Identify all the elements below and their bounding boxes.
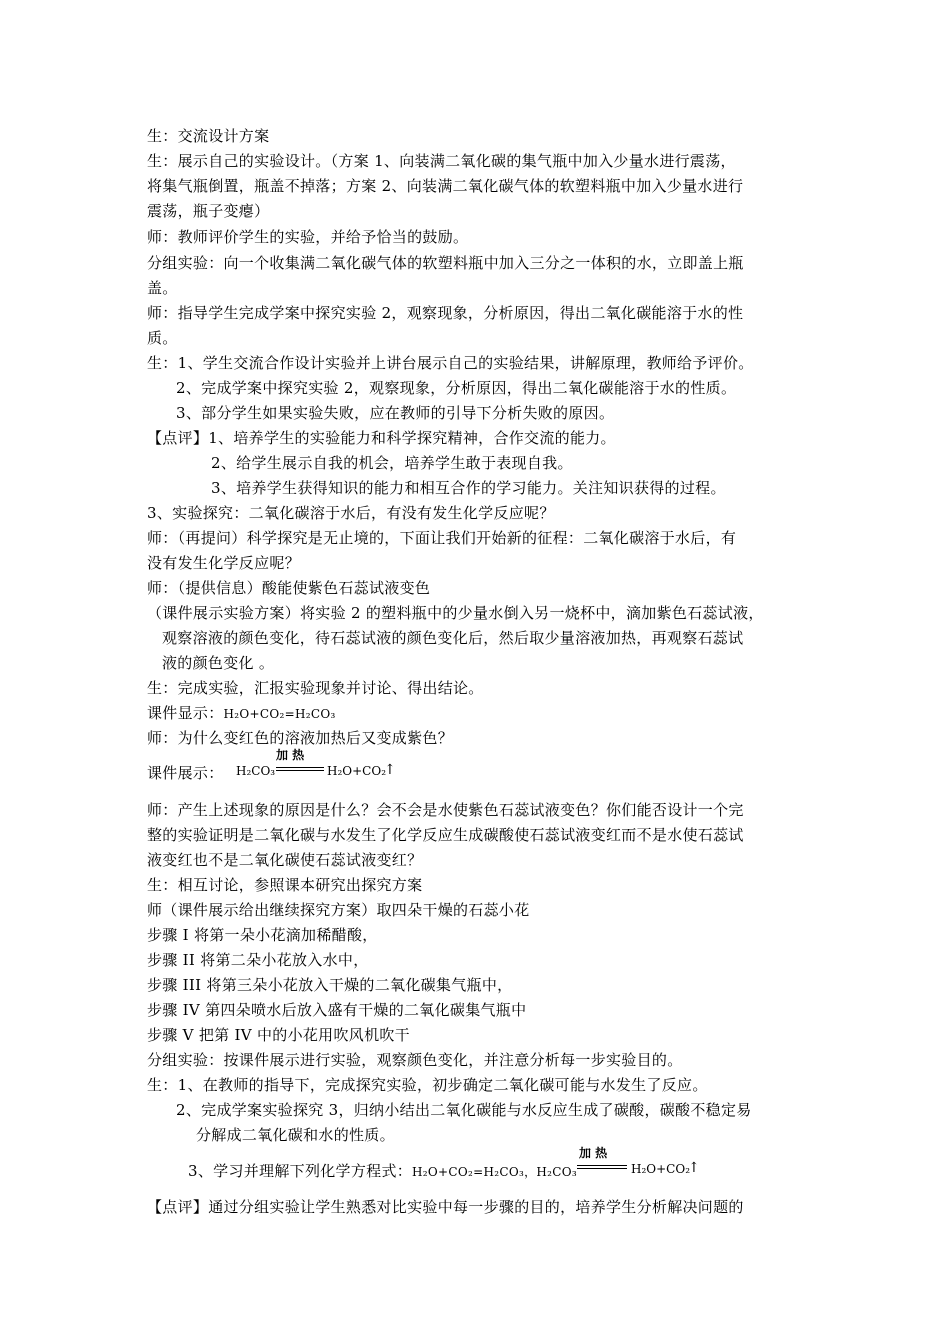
text-line: 师：为什么变红色的溶液加热后又变成紫色？ xyxy=(147,729,454,747)
text-line xyxy=(188,1160,577,1183)
final-decomposition-equation xyxy=(577,1144,707,1184)
text-line: 2、给学生展示自我的机会，培养学生敢于表现自我。 xyxy=(211,454,573,472)
gas-arrow-icon: ↑ xyxy=(384,762,396,778)
equation-formation-and-reactant: H₂O+CO₂=H₂CO₃，H₂CO₃ xyxy=(412,1165,578,1179)
text-line: 震荡，瓶子变瘪） xyxy=(147,202,270,220)
text-line: 步骤 I 将第一朵小花滴加稀醋酸， xyxy=(147,926,378,944)
text-line: 师（课件展示给出继续探究方案）取四朵干燥的石蕊小花 xyxy=(147,901,530,919)
text-line xyxy=(147,702,336,725)
heat-condition-label: 加 热 xyxy=(276,748,305,762)
text-line: 液变红也不是二氧化碳使石蕊试液变红？ xyxy=(147,851,423,869)
text-line: 课件展示： xyxy=(147,764,224,782)
text-line: 师：（再提问）科学探究是无止境的，下面让我们开始新的征程：二氧化碳溶于水后，有 xyxy=(147,529,737,547)
text-line: 分解成二氧化碳和水的性质。 xyxy=(196,1126,395,1144)
text-line: 【点评】1、培养学生的实验能力和科学探究精神，合作交流的能力。 xyxy=(147,429,616,447)
text-line: 师：指导学生完成学案中探究实验 2，观察现象，分析原因，得出二氧化碳能溶于水的性 xyxy=(147,304,744,322)
text-line: 生：相互讨论，参照课本研究出探究方案 xyxy=(147,876,423,894)
reaction-condition-bar xyxy=(276,767,324,771)
text-line: 生：交流设计方案 xyxy=(147,127,270,145)
text-line: 步骤 II 将第二朵小花放入水中， xyxy=(147,951,369,969)
text-line: 整的实验证明是二氧化碳与水发生了化学反应生成碳酸使石蕊试液变红而不是水使石蕊试 xyxy=(147,826,744,844)
text-line: 生：1、学生交流合作设计实验并上讲台展示自己的实验结果，讲解原理，教师给予评价。 xyxy=(147,354,754,372)
equation-reactant: H₂CO₃ xyxy=(236,764,276,778)
equation-intro-label: 3、学习并理解下列化学方程式： xyxy=(188,1162,413,1180)
text-line: 2、完成学案实验探究 3，归纳小结出二氧化碳能与水反应生成了碳酸，碳酸不稳定易 xyxy=(176,1101,752,1119)
equation-products: H₂O+CO₂ xyxy=(327,764,386,778)
decomposition-equation xyxy=(231,746,396,786)
heat-condition-label: 加 热 xyxy=(579,1146,608,1160)
equation-products: H₂O+CO₂ xyxy=(631,1162,690,1176)
text-line: 质。 xyxy=(147,329,178,347)
text-line: 师：产生上述现象的原因是什么？会不会是水使紫色石蕊试液变色？你们能否设计一个完 xyxy=(147,801,744,819)
text-line: 3、部分学生如果实验失败，应在教师的引导下分析失败的原因。 xyxy=(176,404,615,422)
courseware-label: 课件显示： xyxy=(147,704,224,722)
text-line: 步骤 III 将第三朵小花放入干燥的二氧化碳集气瓶中， xyxy=(147,976,513,994)
text-line: 生：完成实验，汇报实验现象并讨论、得出结论。 xyxy=(147,679,484,697)
text-line: 分组实验：按课件展示进行实验，观察颜色变化，并注意分析每一步实验目的。 xyxy=(147,1051,683,1069)
text-line: 生：展示自己的实验设计。（方案 1、向装满二氧化碳的集气瓶中加入少量水进行震荡， xyxy=(147,152,736,170)
text-line: （课件展示实验方案）将实验 2 的塑料瓶中的少量水倒入另一烧杯中，滴加紫色石蕊试液， xyxy=(147,604,764,622)
text-line: 观察溶液的颜色变化，待石蕊试液的颜色变化后，然后取少量溶液加热，再观察石蕊试 xyxy=(162,629,744,647)
text-line: 盖。 xyxy=(147,279,178,297)
gas-arrow-icon: ↑ xyxy=(688,1160,700,1176)
equation-h2co3-formation: H₂O+CO₂=H₂CO₃ xyxy=(223,707,336,721)
text-line: 步骤 V 把第 IV 中的小花用吹风机吹干 xyxy=(147,1026,410,1044)
text-line: 【点评】通过分组实验让学生熟悉对比实验中每一步骤的目的，培养学生分析解决问题的 xyxy=(147,1198,744,1216)
text-line: 液的颜色变化 。 xyxy=(162,654,275,672)
text-line: 2、完成学案中探究实验 2，观察现象，分析原因，得出二氧化碳能溶于水的性质。 xyxy=(176,379,737,397)
text-line: 将集气瓶倒置，瓶盖不掉落；方案 2、向装满二氧化碳气体的软塑料瓶中加入少量水进行 xyxy=(147,177,744,195)
text-line: 3、实验探究：二氧化碳溶于水后，有没有发生化学反应呢？ xyxy=(147,504,555,522)
text-line: 步骤 IV 第四朵喷水后放入盛有干燥的二氧化碳集气瓶中 xyxy=(147,1001,527,1019)
text-line: 3、培养学生获得知识的能力和相互合作的学习能力。关注知识获得的过程。 xyxy=(211,479,726,497)
text-line: 生：1、在教师的指导下，完成探究实验，初步确定二氧化碳可能与水发生了反应。 xyxy=(147,1076,708,1094)
text-line: 没有发生化学反应呢？ xyxy=(147,554,301,572)
text-line: 分组实验：向一个收集满二氧化碳气体的软塑料瓶中加入三分之一体积的水，立即盖上瓶 xyxy=(147,254,744,272)
text-line: 师：教师评价学生的实验，并给予恰当的鼓励。 xyxy=(147,228,469,246)
reaction-condition-bar xyxy=(577,1165,627,1169)
text-line: 师：（提供信息）酸能使紫色石蕊试液变色 xyxy=(147,579,431,597)
